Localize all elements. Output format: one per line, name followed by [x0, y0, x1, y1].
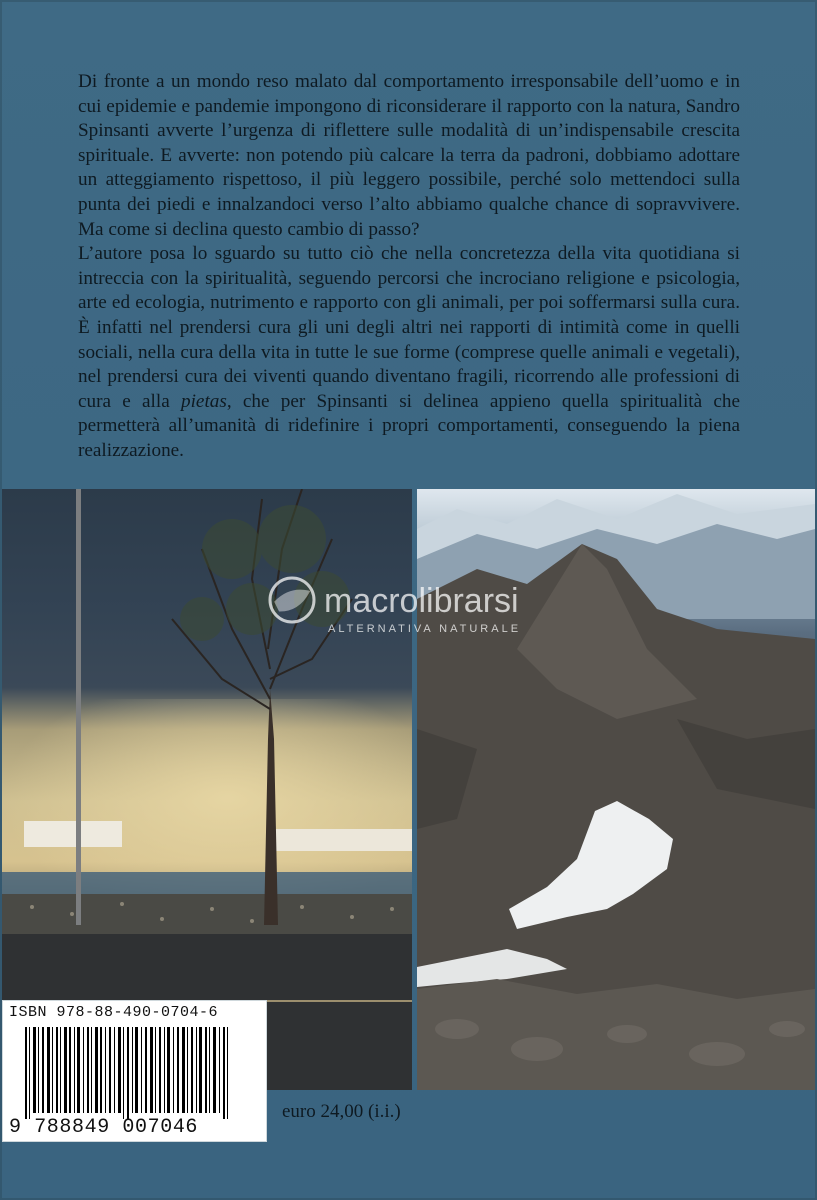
- back-cover-blurb: [78, 70, 740, 464]
- blurb-paragraph-1: Di fronte a un mondo reso malato dal comportamento irresponsabile dell’uomo e in cui epidemie e pandemie impongono di riconsiderare il rapporto con la natura, Sandro Spinsanti avverte l’urgenza di riflettere sulle modalità di un’indispensabile crescita spirituale. E avverte: non potendo più calcare la terra da padroni, dobbiamo adottare un atteggiamento rispettoso, il più leggero possibile, perché solo mettendoci sulla punta dei piedi e innalzandoci verso l’alto abbiamo qualche chance di sopravvivere. Ma come si declina questo cambio di passo?: [78, 71, 740, 240]
- macrolibrarsi-watermark: [262, 570, 562, 650]
- watermark-tagline: ALTERNATIVA NATURALE: [328, 623, 522, 635]
- blurb-paragraph-2: [78, 242, 740, 463]
- price-label: euro 24,00 (i.i.): [282, 1101, 401, 1122]
- watermark-brand: macrolibrarsi: [324, 582, 519, 620]
- blurb-paragraph-2-text: L’autore posa lo sguardo su tutto ciò che nella concretezza della vita quotidiana si intreccia con la spiritualità, seguendo percorsi che incrociano religione e psicologia, arte ed ecologia, nutrimento e rapporto con gli animali, per poi soffermarsi sulla cura. È infatti nel prendersi cura gli uni degli altri nei rapporti di intimità come in quelli sociali, nella cura della vita in tutte le sue forme (comprese quelle animali e vegetali), nel prendersi cura dei viventi quando diventano fragili, ricorrendo alle professioni di cura e alla: [78, 243, 740, 412]
- blurb-italic-pietas: pietas: [181, 390, 227, 412]
- blurb-paragraph-2-ending: , che per Spinsanti si delinea appieno quella spiritualità che permetterà all’umanità di ridefinire i propri comportamenti, conseguendo la piena realizzazione.: [78, 390, 740, 461]
- isbn-barcode: [2, 1000, 267, 1142]
- barcode-digits: 9 788849 007046: [9, 1116, 199, 1139]
- isbn-number: ISBN 978-88-490-0704-6: [9, 1004, 219, 1021]
- leaf-logo-icon: [270, 578, 314, 622]
